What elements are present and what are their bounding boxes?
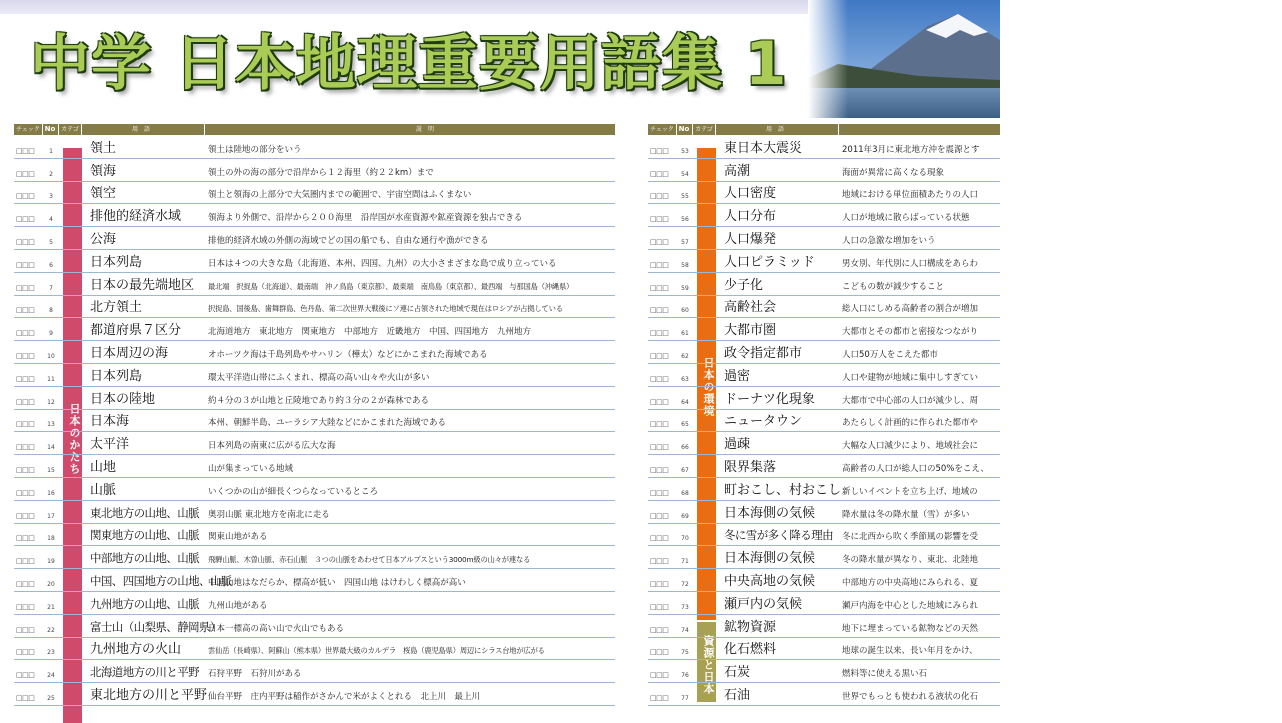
review-checkboxes[interactable]: □□□ xyxy=(650,374,669,383)
glossary-row xyxy=(648,410,1000,433)
glossary-term: 北海道地方の川と平野 xyxy=(90,665,199,680)
row-number: 61 xyxy=(681,330,689,338)
review-checkboxes[interactable]: □□□ xyxy=(16,192,35,201)
review-checkboxes[interactable]: □□□ xyxy=(650,534,669,543)
row-number: 65 xyxy=(681,421,689,429)
glossary-term: 日本海側の気候 xyxy=(724,551,816,567)
row-number: 20 xyxy=(47,580,55,588)
glossary-term: 石炭 xyxy=(724,665,751,681)
header-description: 説明 xyxy=(1049,126,1074,133)
glossary-term: 人口密度 xyxy=(724,186,777,202)
header-check: チェック xyxy=(16,126,40,133)
review-checkboxes[interactable]: □□□ xyxy=(16,557,35,566)
review-checkboxes[interactable]: □□□ xyxy=(650,260,669,269)
row-number: 7 xyxy=(49,284,53,292)
glossary-term: 山地 xyxy=(90,459,117,475)
mount-fuji-photo xyxy=(808,0,1000,118)
table-header xyxy=(648,124,1074,144)
glossary-description: 海面が異常に高くなる現象 xyxy=(842,167,945,178)
review-checkboxes[interactable]: □□□ xyxy=(16,169,35,178)
glossary-row xyxy=(648,638,1000,661)
review-checkboxes[interactable]: □□□ xyxy=(650,237,669,246)
row-number: 6 xyxy=(49,261,53,269)
glossary-term: 都道府県７区分 xyxy=(90,323,182,339)
review-checkboxes[interactable]: □□□ xyxy=(16,260,35,269)
glossary-description: 領土は陸地の部分をいう xyxy=(208,144,302,155)
glossary-term: 関東地方の山地、山脈 xyxy=(90,528,199,543)
row-number: 1 xyxy=(49,147,53,155)
row-number: 63 xyxy=(681,375,689,383)
row-number: 8 xyxy=(49,307,53,315)
row-number: 15 xyxy=(47,466,55,474)
glossary-description: 飛騨山脈、木曽山脈、赤石山脈 ３つの山脈をあわせて日本アルプスという3000m級の山々が連なる xyxy=(208,555,531,565)
row-number: 76 xyxy=(681,672,689,680)
glossary-row xyxy=(14,318,615,341)
review-checkboxes[interactable]: □□□ xyxy=(650,671,669,680)
glossary-description: 男女別、年代別に人口構成をあらわ xyxy=(842,258,979,269)
glossary-row xyxy=(648,364,1000,387)
row-number: 64 xyxy=(681,398,689,406)
glossary-term: 中部地方の山地、山脈 xyxy=(90,551,199,566)
row-number: 73 xyxy=(681,603,689,611)
glossary-term: 人口ピラミッド xyxy=(724,254,815,270)
glossary-row xyxy=(14,501,615,524)
review-checkboxes[interactable]: □□□ xyxy=(16,625,35,634)
glossary-row xyxy=(648,136,1000,159)
row-number: 18 xyxy=(47,535,55,543)
review-checkboxes[interactable]: □□□ xyxy=(650,397,669,406)
review-checkboxes[interactable]: □□□ xyxy=(16,511,35,520)
glossary-description: 地域における単位面積あたりの人口 xyxy=(842,190,979,201)
glossary-row xyxy=(648,204,1000,227)
review-checkboxes[interactable]: □□□ xyxy=(650,693,669,702)
review-checkboxes[interactable]: □□□ xyxy=(650,329,669,338)
glossary-row xyxy=(14,273,615,296)
glossary-term: 山脈 xyxy=(90,482,117,498)
review-checkboxes[interactable]: □□□ xyxy=(650,351,669,360)
review-checkboxes[interactable]: □□□ xyxy=(16,329,35,338)
glossary-row xyxy=(14,387,615,410)
review-checkboxes[interactable]: □□□ xyxy=(650,625,669,634)
glossary-row xyxy=(14,592,615,615)
row-number: 69 xyxy=(681,512,689,520)
category-label: 日本の環境 xyxy=(697,148,716,620)
glossary-row xyxy=(14,296,615,319)
header-category: カテゴリー xyxy=(61,126,79,144)
glossary-term: 九州地方の火山 xyxy=(90,642,182,658)
glossary-row xyxy=(648,296,1000,319)
review-checkboxes[interactable]: □□□ xyxy=(650,283,669,292)
glossary-term: 過疎 xyxy=(724,437,751,453)
glossary-description: 人口や建物が地域に集中しすぎてい xyxy=(842,372,979,383)
glossary-term: 日本海側の気候 xyxy=(724,505,816,521)
row-number: 22 xyxy=(47,626,55,634)
glossary-row xyxy=(648,683,1000,706)
header-term: 用語 xyxy=(131,126,156,133)
glossary-term: 高潮 xyxy=(724,163,751,179)
header-term: 用語 xyxy=(765,126,790,133)
review-checkboxes[interactable]: □□□ xyxy=(16,420,35,429)
glossary-term: ドーナツ化現象 xyxy=(724,391,815,407)
glossary-row xyxy=(648,660,1000,683)
glossary-term: 東北地方の山地、山脈 xyxy=(90,505,199,520)
row-number: 10 xyxy=(47,352,55,360)
category-label: 日本のかたち xyxy=(63,148,82,723)
row-number: 2 xyxy=(49,170,53,178)
glossary-description: 日本列島の南東に広がる広大な海 xyxy=(208,441,336,452)
glossary-term: 北方領土 xyxy=(90,300,143,316)
glossary-row xyxy=(14,182,615,205)
row-number: 68 xyxy=(681,489,689,497)
review-checkboxes[interactable]: □□□ xyxy=(650,648,669,657)
row-number: 25 xyxy=(47,694,55,702)
header-no: No xyxy=(44,125,56,133)
review-checkboxes[interactable]: □□□ xyxy=(16,534,35,543)
row-number: 58 xyxy=(681,261,689,269)
row-number: 13 xyxy=(47,421,55,429)
review-checkboxes[interactable]: □□□ xyxy=(650,146,669,155)
glossary-description: 石狩平野 石狩川がある xyxy=(208,669,302,680)
glossary-term: 高齢社会 xyxy=(724,300,777,316)
glossary-description: 領土と領海の上部分で大気圏内までの範囲で、宇宙空間はふくまない xyxy=(208,190,472,201)
glossary-row xyxy=(648,182,1000,205)
glossary-row xyxy=(648,341,1000,364)
review-checkboxes[interactable]: □□□ xyxy=(16,351,35,360)
glossary-term: 冬に雪が多く降る理由 xyxy=(724,528,833,543)
review-checkboxes[interactable]: □□□ xyxy=(650,420,669,429)
review-checkboxes[interactable]: □□□ xyxy=(650,557,669,566)
review-checkboxes[interactable]: □□□ xyxy=(650,511,669,520)
row-number: 24 xyxy=(47,672,55,680)
glossary-description: 約４分の３が山地と丘陵地であり約３分の２が森林である xyxy=(208,395,430,406)
glossary-row xyxy=(14,364,615,387)
glossary-description: 世界でもっとも使われる液状の化石 xyxy=(842,691,979,702)
row-number: 55 xyxy=(681,193,689,201)
glossary-description: 高齢者の人口が総人口の50%をこえ、 xyxy=(842,463,989,474)
glossary-row xyxy=(14,683,615,706)
glossary-row xyxy=(14,638,615,661)
glossary-term: 石油 xyxy=(724,687,751,703)
row-number: 59 xyxy=(681,284,689,292)
glossary-description: 排他的経済水域の外側の海域でどの国の船でも、自由な通行や漁ができる xyxy=(208,235,489,246)
glossary-row xyxy=(648,478,1000,501)
row-number: 17 xyxy=(47,512,55,520)
row-number: 16 xyxy=(47,489,55,497)
glossary-description: 奥羽山脈 東北地方を南北に走る xyxy=(208,509,330,520)
glossary-term: 東北地方の川と平野 xyxy=(90,687,208,703)
glossary-term: 少子化 xyxy=(724,277,764,293)
glossary-term: 人口爆発 xyxy=(724,231,777,247)
glossary-row xyxy=(648,501,1000,524)
glossary-description: 地下に埋まっている鉱物などの天然 xyxy=(842,623,979,634)
glossary-term: 九州地方の山地、山脈 xyxy=(90,596,199,611)
glossary-term: 日本列島 xyxy=(90,254,143,270)
glossary-description: 大幅な人口減少により、地域社会に xyxy=(842,441,979,452)
review-checkboxes[interactable]: □□□ xyxy=(16,283,35,292)
glossary-row xyxy=(14,615,615,638)
glossary-row xyxy=(14,524,615,547)
glossary-description: 人口の急激な増加をいう xyxy=(842,235,936,246)
header-description: 説明 xyxy=(415,126,440,133)
row-number: 9 xyxy=(49,330,53,338)
glossary-row xyxy=(648,455,1000,478)
glossary-term: 排他的経済水域 xyxy=(90,209,182,225)
glossary-description: 人口50万人をこえた都市 xyxy=(842,349,938,360)
review-checkboxes[interactable]: □□□ xyxy=(650,602,669,611)
glossary-term: ニュータウン xyxy=(724,414,803,430)
glossary-description: こどもの数が減少すること xyxy=(842,281,945,292)
row-number: 4 xyxy=(49,216,53,224)
glossary-description: いくつかの山が細長くつらなっているところ xyxy=(208,486,379,497)
glossary-term: 町おこし、村おこし xyxy=(724,482,842,498)
glossary-term: 過密 xyxy=(724,368,751,384)
glossary-row xyxy=(14,250,615,273)
glossary-description: 本州、朝鮮半島、ユーラシア大陸などにかこまれた海域である xyxy=(208,418,447,429)
glossary-term: 東日本大震災 xyxy=(724,140,803,156)
review-checkboxes[interactable]: □□□ xyxy=(650,306,669,315)
review-checkboxes[interactable]: □□□ xyxy=(16,602,35,611)
review-checkboxes[interactable]: □□□ xyxy=(16,397,35,406)
glossary-term: 人口分布 xyxy=(724,209,777,225)
row-number: 5 xyxy=(49,238,53,246)
glossary-description: 燃料等に使える黒い石 xyxy=(842,669,928,680)
glossary-description: 九州山地がある xyxy=(208,600,268,611)
glossary-row xyxy=(648,569,1000,592)
glossary-description: 択捉島、国後島、歯舞群島、色丹島、第二次世界大戦後にソ連に占領された地域で現在はロシアが占拠している xyxy=(208,304,563,314)
glossary-row xyxy=(648,273,1000,296)
glossary-description: 領海より外側で、沿岸から２００海里 沿岸国が水産資源や鉱産資源を独占できる xyxy=(208,213,523,224)
review-checkboxes[interactable]: □□□ xyxy=(650,488,669,497)
row-number: 74 xyxy=(681,626,689,634)
row-number: 21 xyxy=(47,603,55,611)
glossary-row xyxy=(648,524,1000,547)
glossary-description: 冬の降水量が異なり、東北、北陸地 xyxy=(842,555,979,566)
glossary-description: 領土の外の海の部分で沿岸から１２海里（約２２km）まで xyxy=(208,167,434,178)
row-number: 19 xyxy=(47,558,55,566)
glossary-description: 中部地方の中央高地にみられる、夏 xyxy=(842,577,979,588)
review-checkboxes[interactable]: □□□ xyxy=(16,671,35,680)
glossary-row xyxy=(648,387,1000,410)
review-checkboxes[interactable]: □□□ xyxy=(16,146,35,155)
glossary-description: 大都市で中心部の人口が減少し、周 xyxy=(842,395,979,406)
glossary-row xyxy=(648,227,1000,250)
review-checkboxes[interactable]: □□□ xyxy=(650,465,669,474)
review-checkboxes[interactable]: □□□ xyxy=(16,648,35,657)
row-number: 14 xyxy=(47,444,55,452)
glossary-row xyxy=(14,660,615,683)
glossary-term: 日本列島 xyxy=(90,368,143,384)
review-checkboxes[interactable]: □□□ xyxy=(16,443,35,452)
glossary-row xyxy=(14,478,615,501)
glossary-row xyxy=(648,318,1000,341)
row-number: 62 xyxy=(681,352,689,360)
glossary-term: 領海 xyxy=(90,163,117,179)
row-number: 71 xyxy=(681,558,689,566)
glossary-term: 領土 xyxy=(90,140,117,156)
glossary-description: 山が集まっている地域 xyxy=(208,463,294,474)
glossary-term: 日本海 xyxy=(90,414,130,430)
row-number: 53 xyxy=(681,147,689,155)
review-checkboxes[interactable]: □□□ xyxy=(16,693,35,702)
glossary-description: 日本は４つの大きな島（北海道、本州、四国、九州）の大小さまざまな島で成り立っている xyxy=(208,258,557,269)
category-label: 資源と日本 xyxy=(697,622,716,702)
glossary-description: 日本一標高の高い山で火山でもある xyxy=(208,623,345,634)
glossary-term: 限界集落 xyxy=(724,459,777,475)
glossary-term: 公海 xyxy=(90,231,117,247)
review-checkboxes[interactable]: □□□ xyxy=(650,192,669,201)
row-number: 23 xyxy=(47,649,55,657)
glossary-term: 富士山（山梨県、静岡県） xyxy=(90,619,221,634)
glossary-description: 人口が地域に散らばっている状態 xyxy=(842,213,970,224)
row-number: 67 xyxy=(681,466,689,474)
row-number: 54 xyxy=(681,170,689,178)
review-checkboxes[interactable]: □□□ xyxy=(650,579,669,588)
glossary-description: 雲仙岳（長崎県）、阿蘇山（熊本県）世界最大級のカルデラ 桜島（鹿児島県）周辺にシラス台地が広がる xyxy=(208,646,545,656)
glossary-term: 日本周辺の海 xyxy=(90,345,169,361)
glossary-row xyxy=(14,410,615,433)
table-header xyxy=(14,124,615,144)
header-category: カテゴリー xyxy=(695,126,713,144)
glossary-term: 日本の陸地 xyxy=(90,391,156,407)
glossary-row xyxy=(648,250,1000,273)
glossary-description: 瀬戸内海を中心とした地域にみられ xyxy=(842,600,979,611)
glossary-description: 冬に北西から吹く季節風の影響を受 xyxy=(842,532,979,543)
glossary-description: 2011年3月に東北地方沖を震源とす xyxy=(842,144,980,155)
review-checkboxes[interactable]: □□□ xyxy=(16,215,35,224)
review-checkboxes[interactable]: □□□ xyxy=(650,169,669,178)
glossary-description: 大都市とその都市と密接なつながり xyxy=(842,327,979,338)
row-number: 57 xyxy=(681,238,689,246)
glossary-description: 関東山地がある xyxy=(208,532,268,543)
row-number: 75 xyxy=(681,649,689,657)
glossary-row xyxy=(648,159,1000,182)
review-checkboxes[interactable]: □□□ xyxy=(650,215,669,224)
review-checkboxes[interactable]: □□□ xyxy=(16,488,35,497)
glossary-description: 中国山地はなだらか、標高が低い 四国山地 はけわしく標高が高い xyxy=(208,577,466,588)
glossary-row xyxy=(14,204,615,227)
glossary-term: 大都市圏 xyxy=(724,323,777,339)
glossary-row xyxy=(14,569,615,592)
review-checkboxes[interactable]: □□□ xyxy=(16,374,35,383)
row-number: 60 xyxy=(681,307,689,315)
glossary-description: 環太平洋造山帯にふくまれ、標高の高い山々や火山が多い xyxy=(208,372,430,383)
glossary-row xyxy=(14,341,615,364)
review-checkboxes[interactable]: □□□ xyxy=(650,443,669,452)
glossary-term: 中央高地の気候 xyxy=(724,573,816,589)
glossary-description: 地球の誕生以来、長い年月をかけ、 xyxy=(842,646,978,657)
header-no: No xyxy=(678,125,690,133)
glossary-term: 瀬戸内の気候 xyxy=(724,596,803,612)
header-check: チェック xyxy=(650,126,674,133)
glossary-term: 化石燃料 xyxy=(724,642,777,658)
glossary-term: 政令指定都市 xyxy=(724,345,803,361)
glossary-row xyxy=(14,546,615,569)
row-number: 3 xyxy=(49,193,53,201)
glossary-row xyxy=(14,432,615,455)
row-number: 70 xyxy=(681,535,689,543)
glossary-term: 太平洋 xyxy=(90,437,130,453)
review-checkboxes[interactable]: □□□ xyxy=(16,306,35,315)
glossary-row xyxy=(14,136,615,159)
row-number: 72 xyxy=(681,580,689,588)
glossary-term: 中国、四国地方の山地、山脈 xyxy=(90,573,232,588)
glossary-row xyxy=(648,592,1000,615)
row-number: 66 xyxy=(681,444,689,452)
glossary-term: 日本の最先端地区 xyxy=(90,277,195,293)
glossary-row xyxy=(648,615,1000,638)
glossary-term: 鉱物資源 xyxy=(724,619,777,635)
row-number: 12 xyxy=(47,398,55,406)
row-number: 11 xyxy=(47,375,55,383)
review-checkboxes[interactable]: □□□ xyxy=(16,465,35,474)
glossary-row xyxy=(14,227,615,250)
glossary-description: オホーツク海は千島列島やサハリン（樺太）などにかこまれた海域である xyxy=(208,349,488,360)
glossary-description: 降水量は冬の降水量（雪）が多い xyxy=(842,509,970,520)
glossary-description: 総人口にしめる高齢者の割合が増加 xyxy=(842,304,979,315)
row-number: 56 xyxy=(681,216,689,224)
glossary-description: 北海道地方 東北地方 関東地方 中部地方 近畿地方 中国、四国地方 九州地方 xyxy=(208,327,532,338)
glossary-description: あたらしく計画的に作られた都市や xyxy=(842,418,979,429)
glossary-row xyxy=(14,455,615,478)
glossary-description: 新しいイベントを立ち上げ、地域の xyxy=(842,486,978,497)
review-checkboxes[interactable]: □□□ xyxy=(16,237,35,246)
glossary-row xyxy=(648,432,1000,455)
glossary-row xyxy=(648,546,1000,569)
glossary-term: 領空 xyxy=(90,186,117,202)
review-checkboxes[interactable]: □□□ xyxy=(16,579,35,588)
page-title: 中学 日本地理重要用語集 1 xyxy=(30,29,788,99)
glossary-description: 最北端 択捉島（北海道）、最南端 沖ノ鳥島（東京都）、最東端 南鳥島（東京都）、最西端 与那国島（沖縄県） xyxy=(208,281,574,291)
row-number: 77 xyxy=(681,694,689,702)
glossary-description: 仙台平野 庄内平野は稲作がさかんで米がよくとれる 北上川 最上川 xyxy=(208,691,481,702)
glossary-row xyxy=(14,159,615,182)
